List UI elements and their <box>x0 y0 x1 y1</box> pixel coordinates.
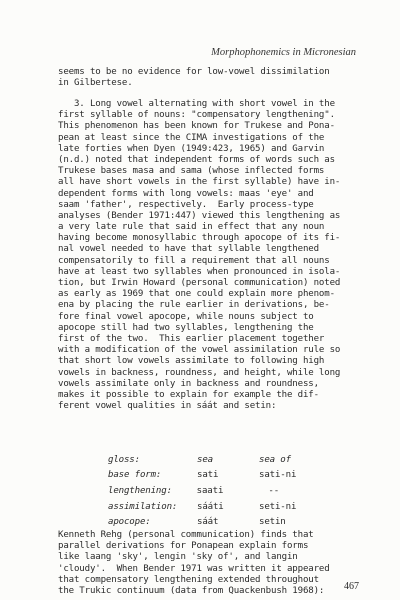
text-line: parallel derivations for Ponapean explain forms <box>58 541 309 552</box>
text-line: analyses (Bender 1971:447) viewed this lengthening as <box>58 210 341 221</box>
text-line: ena by placing the rule earlier in derivations, be- <box>58 300 330 311</box>
text-line: makes it possible to explain for example the dif- <box>58 389 319 400</box>
derivation-table <box>108 452 368 530</box>
text-line: have at least two syllables when pronounced in isola- <box>58 266 341 277</box>
text-line: all have short vowels in the first syllable) have in- <box>58 177 341 188</box>
derivation-cell: sea <box>197 454 213 465</box>
paragraph-3 <box>58 530 363 597</box>
text-line: 3. Long vowel alternating with short vowel in the <box>58 99 335 109</box>
derivation-cell: seti-ni <box>259 501 297 512</box>
text-line: fore final vowel apocope, while nouns subject to <box>58 311 314 322</box>
text-line: like laang 'sky', lengin 'sky of', and langin <box>58 552 298 563</box>
derivation-row <box>108 452 368 468</box>
derivation-label: lengthening: <box>108 485 172 496</box>
derivation-label: apocope: <box>108 517 151 528</box>
text-line: that compensatory lengthening extended throughout <box>58 574 319 585</box>
text-line: seems to be no evidence for low-vowel dissimilation <box>58 67 330 77</box>
derivation-cell: -- <box>268 485 280 496</box>
derivation-row <box>108 483 368 499</box>
derivation-cell: sáát <box>197 517 219 528</box>
text-line: pean at least since the CIMA investigations of the <box>58 132 325 143</box>
text-line: first of the two. This earlier placement together <box>58 333 325 344</box>
text-line: a very late rule that said in effect that any noun <box>58 222 325 233</box>
text-line: (n.d.) noted that independent forms of words such as <box>58 154 335 165</box>
paragraph-2 <box>58 99 363 412</box>
derivation-cell: sááti <box>197 501 224 512</box>
text-line: first syllable of nouns: "compensatory lengthening". <box>58 110 335 121</box>
derivation-row <box>108 468 368 484</box>
text-line: that short low vowels assimilate to following high <box>58 356 325 367</box>
text-line: This phenomenon has been known for Trukese and Pona- <box>58 121 335 132</box>
derivation-cell: setin <box>259 517 286 528</box>
text-line: nal vowel needed to have that syllable lengthened <box>58 244 319 255</box>
text-line: having become monosyllabic through apocope of its fi- <box>58 233 341 244</box>
text-line: saam 'father', respectively. Early process-type <box>58 199 314 210</box>
text-line: Kenneth Rehg (personal communication) finds that <box>58 530 314 540</box>
text-line: 'cloudy'. When Bender 1971 was written it appeared <box>58 563 330 574</box>
page-number: 467 <box>344 581 359 592</box>
derivation-cell: sati-ni <box>259 470 297 481</box>
text-line: tion, but Irwin Howard (personal communication) noted <box>58 278 341 288</box>
text-line: vowels assimilate only in backness and roundness, <box>58 378 319 389</box>
text-line: in Gilbertese. <box>58 78 133 89</box>
text-line: late forties when Dyen (1949:423, 1965) and Garvin <box>58 143 325 154</box>
derivation-label: assimilation: <box>108 501 178 512</box>
text-line: compensatorily to fill a requirement that all nouns <box>58 255 330 266</box>
derivation-cell: saati <box>196 485 224 496</box>
text-line: dependent forms with long vowels: maas 'eye' and <box>58 188 314 199</box>
text-line: as early as 1969 that one could explain more phenom- <box>58 289 335 300</box>
paragraph-1 <box>58 67 363 89</box>
derivation-cell: sea of <box>259 454 291 465</box>
text-line: apocope still had two syllables, lengthening the <box>58 322 314 333</box>
derivation-label: gloss: <box>108 454 140 465</box>
derivation-row <box>108 514 368 530</box>
derivation-row <box>108 499 368 515</box>
running-head: Morphophonemics in Micronesian <box>211 47 356 58</box>
derivation-cell: sati <box>197 470 219 481</box>
text-line: ferent vowel qualities in sáát and setin: <box>58 401 277 412</box>
derivation-label: base form: <box>108 470 162 481</box>
text-line: the Trukic continuum (data from Quackenbush 1968): <box>58 585 325 596</box>
text-line: with a modification of the vowel assimilation rule so <box>58 345 341 356</box>
text-line: vowels in backness, roundness, and height, while long <box>58 367 341 378</box>
text-line: Trukese bases masa and sama (whose inflected forms <box>58 166 325 177</box>
